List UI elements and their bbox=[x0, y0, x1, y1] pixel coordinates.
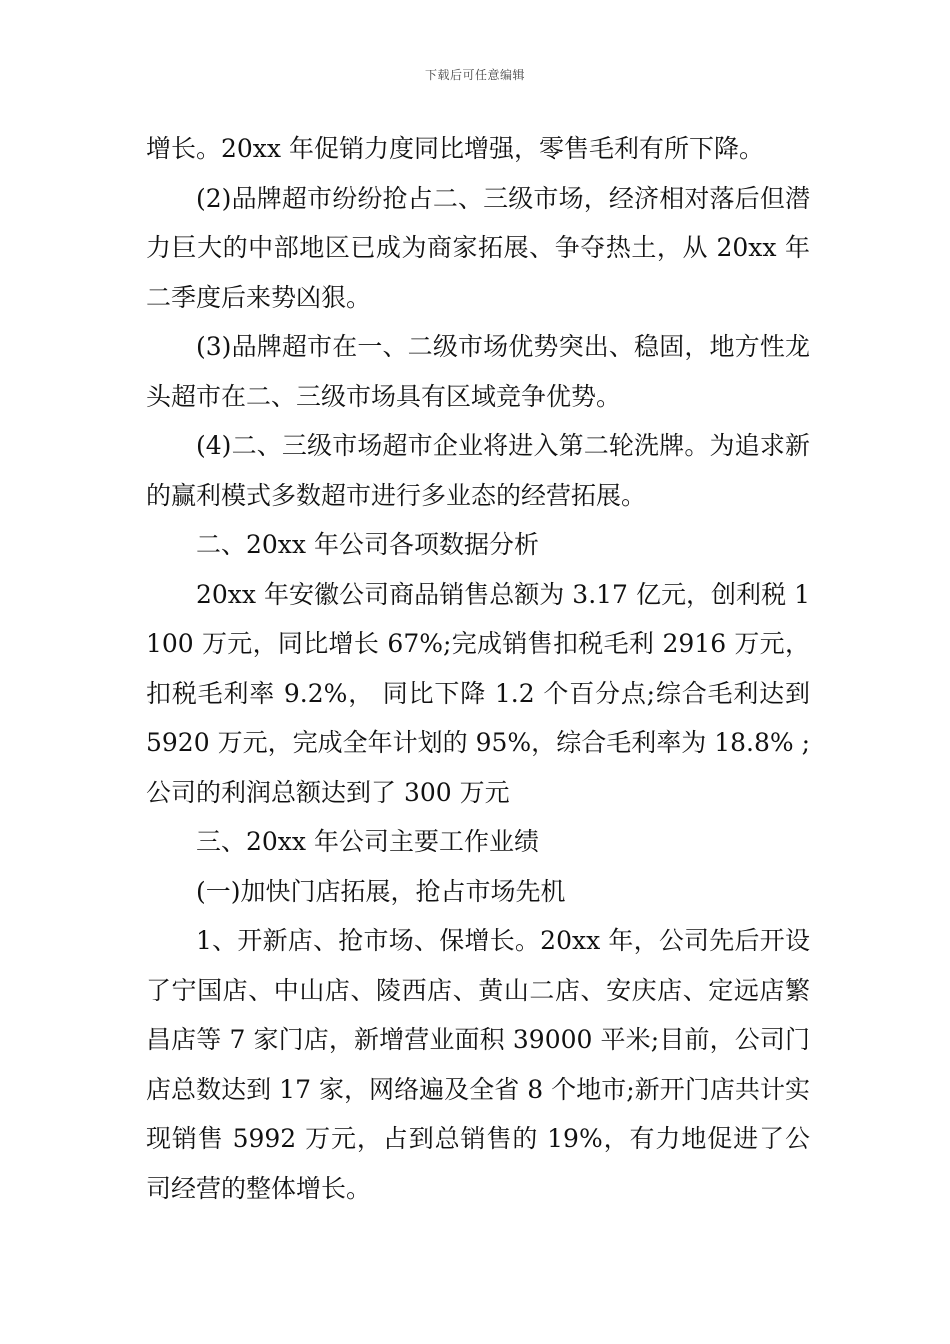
page-header: 下载后可任意编辑 bbox=[424, 68, 525, 82]
paragraph: 20xx 年安徽公司商品销售总额为 3.17 亿元，创利税 1100 万元，同比增长 67%;完成销售扣税毛利 2916 万元，扣税毛利率 9.2%， 同比下降 1.2 个百分点;综合毛利达到 5920 万元，完成全年计划的 95%，综合毛利率为 18.8% ;公司的利润总额达到了 300 万元 bbox=[146, 579, 810, 807]
document-body bbox=[146, 124, 810, 1213]
subsection-heading: (一)加快门店拓展，抢占市场先机 bbox=[196, 876, 566, 906]
section-heading: 二、20xx 年公司各项数据分析 bbox=[196, 530, 539, 559]
paragraph: (4)二、三级市场超市企业将进入第二轮洗牌。为追求新的赢利模式多数超市进行多业态的经营拓展。 bbox=[146, 431, 810, 510]
section-heading: 三、20xx 年公司主要工作业绩 bbox=[196, 827, 539, 856]
paragraph: (2)品牌超市纷纷抢占二、三级市场，经济相对落后但潜力巨大的中部地区已成为商家拓展、争夺热土，从 20xx 年二季度后来势凶狠。 bbox=[146, 183, 810, 312]
paragraph: (3)品牌超市在一、二级市场优势突出、稳固，地方性龙头超市在二、三级市场具有区域竞争优势。 bbox=[146, 332, 810, 411]
paragraph: 1、开新店、抢市场、保增长。20xx 年，公司先后开设了宁国店、中山店、陵西店、黄山二店、安庆店、定远店繁昌店等 7 家门店，新增营业面积 39000 平米;目前，公司门店总数达到 17 家，网络遍及全省 8 个地市;新开门店共计实现销售 5992 万元，占到总销售的 19%，有力地促进了公司经营的整体增长。 bbox=[146, 926, 810, 1203]
paragraph: 增长。20xx 年促销力度同比增强，零售毛利有所下降。 bbox=[146, 134, 764, 163]
